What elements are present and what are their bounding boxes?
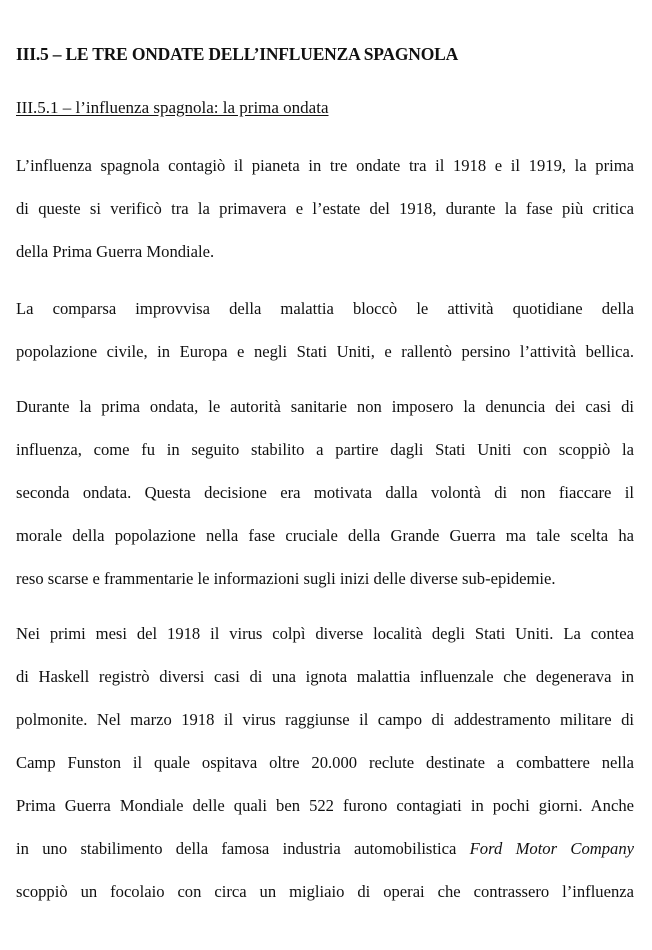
text-line: popolazione civile, in Europa e negli Stati Uniti, e rallentò persino l’attività bellica. xyxy=(16,342,634,361)
section-title: III.5.1 – l’influenza spagnola: la prima ondata xyxy=(16,98,329,117)
text-line: di queste si verificò tra la primavera e l’estate del 1918, durante la fase più critica xyxy=(16,199,634,218)
text-line: della Prima Guerra Mondiale. xyxy=(16,242,215,261)
paragraph-4 xyxy=(16,612,634,913)
text-segment: in uno stabilimento della famosa industria automobilistica xyxy=(16,839,457,858)
paragraph-2 xyxy=(16,287,634,373)
text-line: Camp Funston il quale ospitava oltre 20.000 reclute destinate a combattere nella xyxy=(16,753,634,772)
text-line: Durante la prima ondata, le autorità sanitarie non imposero la denuncia dei casi di xyxy=(16,397,634,416)
paragraph-1 xyxy=(16,144,634,273)
text-line: Prima Guerra Mondiale delle quali ben 522 furono contagiati in pochi giorni. Anche xyxy=(16,796,634,815)
text-line: morale della popolazione nella fase cruciale della Grande Guerra ma tale scelta ha xyxy=(16,526,634,545)
text-line: polmonite. Nel marzo 1918 il virus raggiunse il campo di addestramento militare di xyxy=(16,710,634,729)
text-line: Nei primi mesi del 1918 il virus colpì diverse località degli Stati Uniti. La contea xyxy=(16,624,634,643)
company-name: Ford Motor Company xyxy=(469,839,634,858)
paragraph-3 xyxy=(16,385,634,600)
text-line: La comparsa improvvisa della malattia bloccò le attività quotidiane della xyxy=(16,299,634,318)
chapter-title: III.5 – LE TRE ONDATE DELL’INFLUENZA SPAGNOLA xyxy=(16,44,459,64)
text-line: scoppiò un focolaio con circa un migliaio di operai che contrassero l’influenza xyxy=(16,882,634,901)
text-line: seconda ondata. Questa decisione era motivata dalla volontà di non fiaccare il xyxy=(16,483,634,502)
text-line: di Haskell registrò diversi casi di una ignota malattia influenzale che degenerava in xyxy=(16,667,634,686)
text-line: L’influenza spagnola contagiò il pianeta in tre ondate tra il 1918 e il 1919, la prima xyxy=(16,156,634,175)
text-line-with-company xyxy=(16,827,634,870)
text-line: reso scarse e frammentarie le informazioni sugli inizi delle diverse sub-epidemie. xyxy=(16,569,556,588)
text-line: influenza, come fu in seguito stabilito a partire dagli Stati Uniti con scoppiò la xyxy=(16,440,634,459)
